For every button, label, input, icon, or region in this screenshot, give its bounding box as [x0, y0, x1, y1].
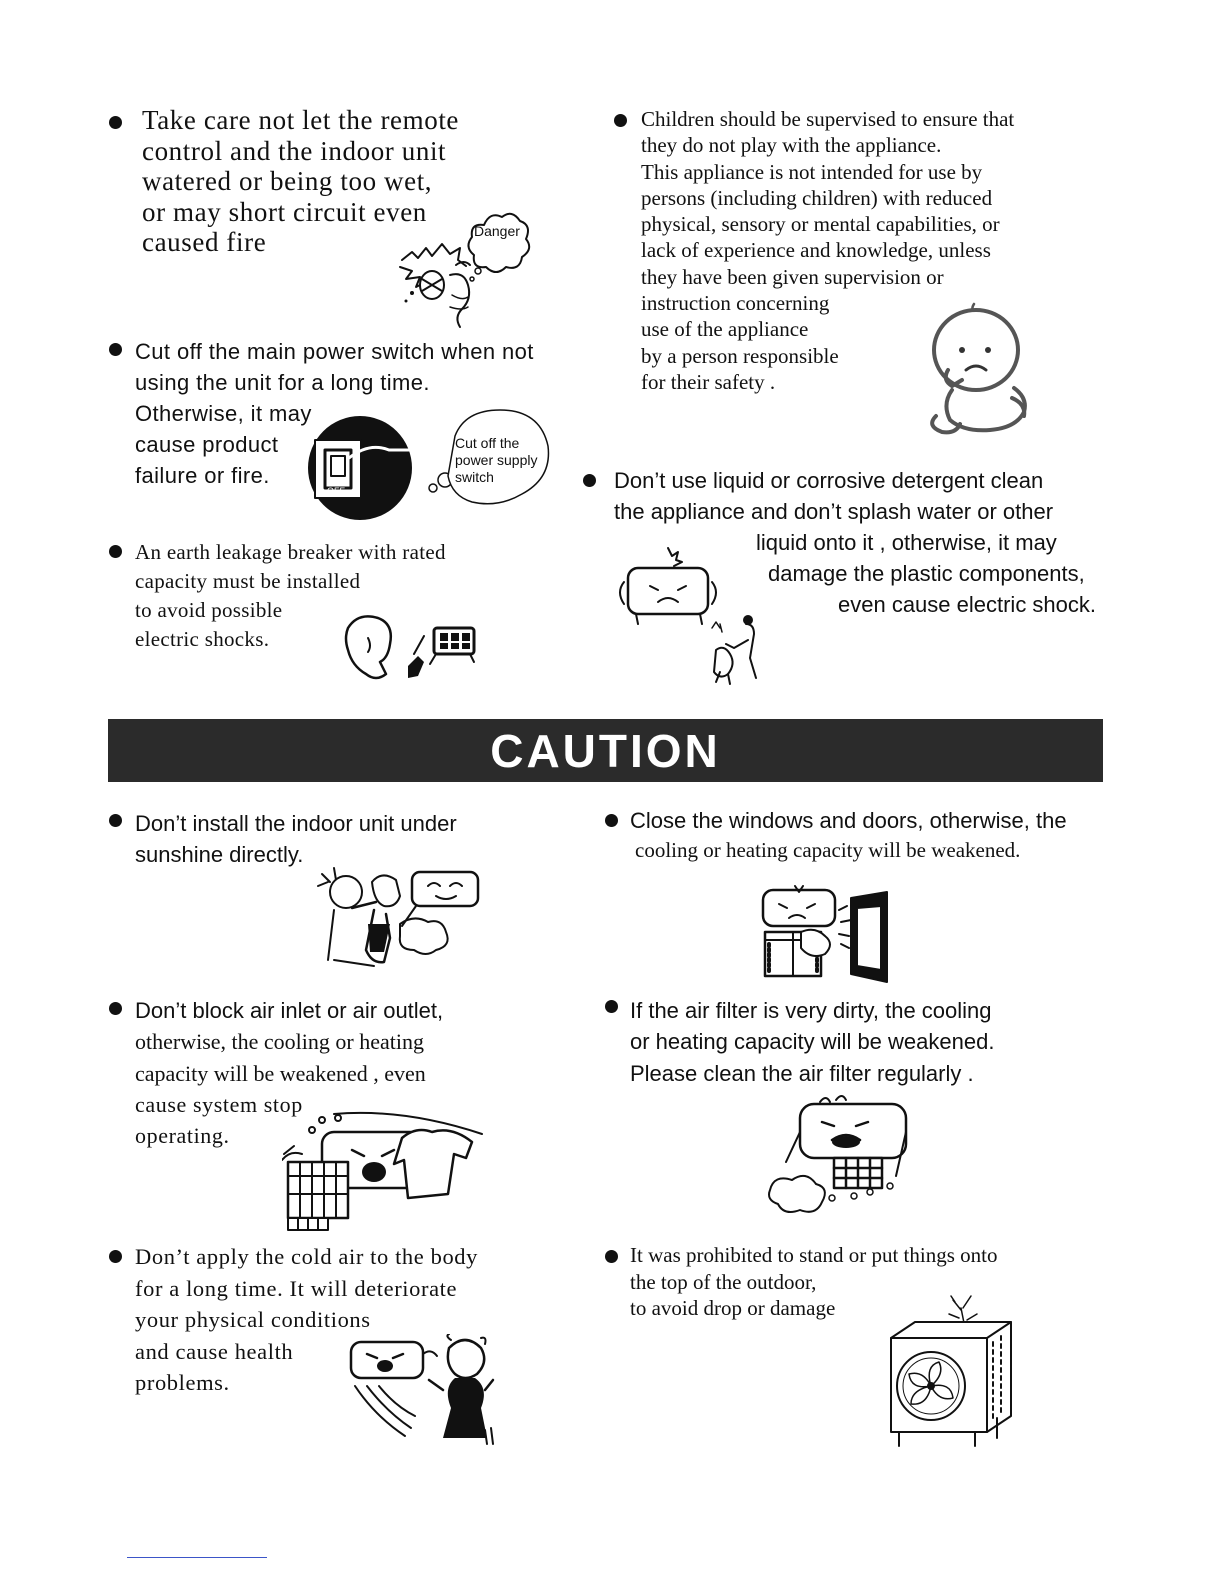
text-line: control and the indoor unit [142, 135, 447, 166]
text-line: liquid onto it , otherwise, it may [756, 530, 1057, 555]
cold-air-person-icon [345, 1334, 495, 1446]
text-line: An earth leakage breaker with rated [135, 540, 446, 564]
bullet [109, 814, 122, 827]
text-line: they have been given supervision or [641, 264, 944, 289]
text-line: even cause electric shock. [838, 592, 1097, 617]
text-line: Please clean the air filter regularly . [630, 1060, 974, 1086]
text-line: or heating capacity will be weakened. [630, 1029, 995, 1055]
crying-child-icon [922, 298, 1032, 440]
text-line: the appliance and don’t splash water or other [614, 499, 1054, 524]
text-line: Otherwise, it may [135, 401, 312, 426]
power-bubble-label [455, 435, 538, 486]
text-line: If the air filter is very dirty, the cooling [630, 998, 992, 1023]
bullet [605, 1250, 618, 1263]
text-line: cause system stop [135, 1091, 303, 1117]
bubble-line: switch [455, 469, 494, 485]
leakage-breaker-icon [338, 608, 483, 688]
text-line: and cause health [135, 1338, 294, 1364]
text-line: lack of experience and knowledge, unless [641, 238, 991, 263]
sunshine-unit-icon [312, 864, 482, 972]
bullet [109, 545, 122, 558]
text-line: use of the appliance [641, 317, 809, 342]
text-line: Cut off the main power switch when not [135, 339, 534, 364]
text-line: Don’t install the indoor unit under [135, 811, 457, 836]
text-line: failure or fire. [135, 463, 270, 488]
caution-title: CAUTION [490, 724, 721, 777]
text-line: persons (including children) with reduced [641, 185, 993, 210]
caution-sunshine-text [135, 808, 457, 870]
text-line: electric shocks. [135, 627, 270, 651]
bullet [109, 1002, 122, 1015]
text-line: otherwise, the cooling or heating [135, 1029, 424, 1055]
text-line: It was prohibited to stand or put things onto [630, 1243, 998, 1267]
text-line: your physical conditions [135, 1307, 371, 1332]
bullet [614, 114, 627, 127]
danger-bubble-label: Danger [474, 223, 520, 239]
text-line: instruction concerning [641, 291, 830, 316]
text-line: physical, sensory or mental capabilities, or [641, 212, 1000, 237]
text-line: watered or being too wet, [142, 166, 433, 196]
svg-text:OFF: OFF [327, 486, 345, 496]
text-line: capacity will be weakened , even [135, 1060, 426, 1086]
bullet [109, 1250, 122, 1263]
text-line: sunshine directly. [135, 842, 304, 867]
text-line: problems. [135, 1370, 230, 1395]
bullet [583, 474, 596, 487]
text-line: This appliance is not intended for use by [641, 159, 983, 184]
splash-water-unit-icon [616, 540, 776, 688]
bullet [109, 116, 122, 129]
text-line: Don’t use liquid or corrosive detergent clean [614, 468, 1044, 493]
text-line: they do not play with the appliance. [641, 133, 942, 158]
text-line: Don’t block air inlet or air outlet, [135, 998, 444, 1023]
text-line: caused fire [142, 227, 267, 257]
text-line: to avoid possible [135, 598, 283, 622]
bubble-line: power supply [455, 452, 538, 468]
dirty-filter-unit-icon [760, 1092, 910, 1220]
blocked-airflow-icon [282, 1110, 492, 1232]
text-line: to avoid drop or damage [630, 1296, 836, 1320]
bullet [605, 814, 618, 827]
bubble-line: Cut off the [455, 435, 520, 451]
text-line: cooling or heating capacity will be weakened. [635, 838, 1021, 862]
text-line: using the unit for a long time. [135, 370, 430, 395]
text-line: operating. [135, 1123, 230, 1149]
text-line: for their safety . [641, 369, 776, 394]
text-line: Close the windows and doors, otherwise, the [630, 808, 1067, 833]
text-line: Take care not let the remote [142, 105, 460, 135]
open-door-unit-icon [755, 880, 895, 985]
text-line: or may short circuit even [142, 196, 427, 227]
caution-banner [108, 719, 1103, 782]
caution-filter-text [630, 995, 994, 1089]
text-line: for a long time. It will deteriorate [135, 1275, 458, 1301]
text-line: the top of the outdoor, [630, 1269, 817, 1294]
text-line: Don’t apply the cold air to the body [135, 1244, 478, 1269]
bullet [605, 1000, 618, 1013]
text-line: capacity must be installed [135, 569, 361, 593]
text-line: damage the plastic components, [768, 561, 1085, 586]
outdoor-unit-plant-icon [885, 1292, 1017, 1452]
text-line: Children should be supervised to ensure that [641, 107, 1015, 131]
bullet [109, 343, 122, 356]
footer-rule [127, 1557, 267, 1558]
text-line: cause product [135, 432, 279, 457]
text-line: by a person responsible [641, 343, 839, 368]
